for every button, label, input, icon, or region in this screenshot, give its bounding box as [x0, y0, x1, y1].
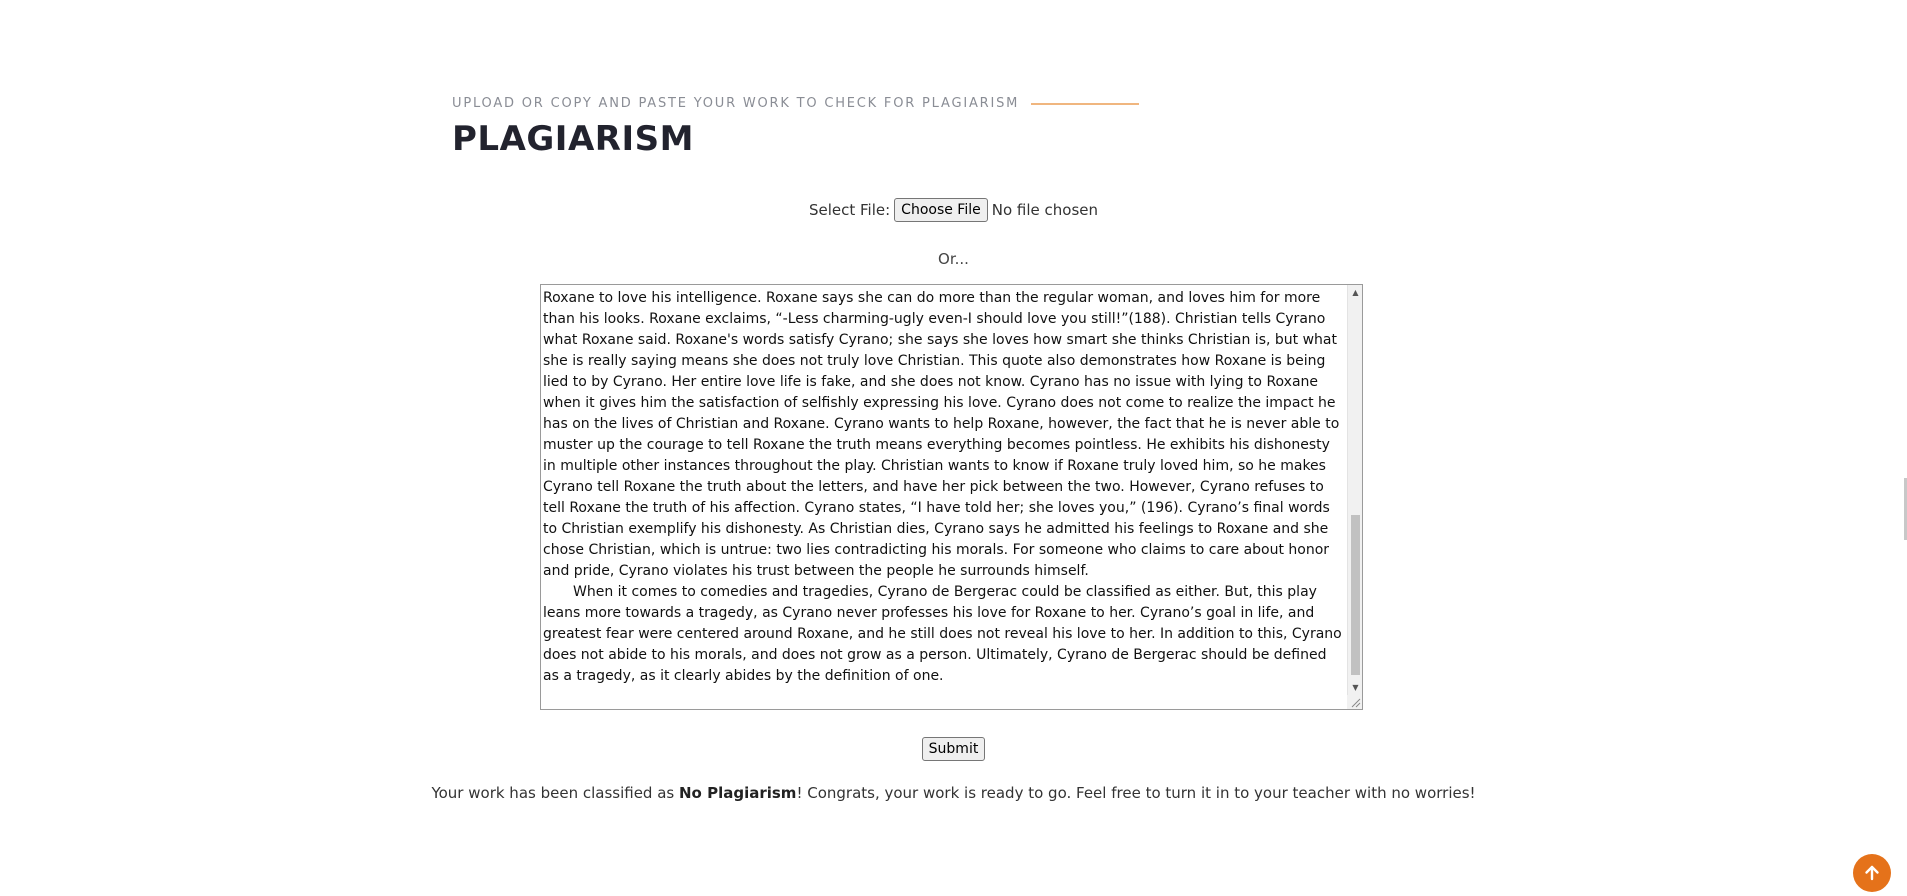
- page-title: PLAGIARISM: [452, 119, 694, 159]
- scroll-down-arrow-icon[interactable]: ▼: [1352, 683, 1359, 692]
- essay-content: [543, 288, 1345, 687]
- file-status: No file chosen: [991, 201, 1099, 219]
- resize-handle-icon[interactable]: [1347, 695, 1362, 709]
- file-select-row: [0, 198, 1907, 222]
- subtitle-divider: [1031, 103, 1139, 105]
- subtitle-row: [452, 96, 1139, 111]
- essay-paragraph: Roxane to love his intelligence. Roxane says she can do more than the regular woman, and loves him for more than his looks. Roxane exclaims, “-Less charming-ugly even-I should love you still!”(188). Christian tells Cyrano what Roxane said. Roxane's words satisfy Cyrano; she says she loves how smart she thinks Christian is, but what she is really saying means she does not truly love Christian. This quote also demonstrates how Roxane is being lied to by Cyrano. Her entire love life is fake, and she does not know. Cyrano has no issue with lying to Roxane when it gives him the satisfaction of selfishly expressing his love. Cyrano does not come to realize the impact he has on the lives of Christian and Roxane. Cyrano wants to help Roxane, however, the fact that he is never able to muster up the courage to tell Roxane the truth means everything becomes pointless. He exhibits his dishonesty in multiple other instances throughout the play. Christian wants to know if Roxane truly loved him, so he makes Cyrano tell Roxane the truth about the letters, and have her pick between the two. However, Cyrano refuses to tell Roxane the truth of his affection. Cyrano states, “I have told her; she loves you,” (196). Cyrano’s final words to Christian exemplify his dishonesty. As Christian dies, Cyrano says he admitted his feelings to Roxane and she chose Christian, which is untrue: two lies contradicting his morals. For someone who claims to care about honor and pride, Cyrano violates his trust between the people he surrounds himself.: [543, 290, 1340, 579]
- scroll-up-arrow-icon[interactable]: ▲: [1352, 288, 1359, 297]
- textarea-scrollbar[interactable]: [1347, 285, 1362, 709]
- page-subtitle: UPLOAD OR COPY AND PASTE YOUR WORK TO CHECK FOR PLAGIARISM: [452, 96, 1020, 111]
- submit-button[interactable]: Submit: [922, 737, 986, 761]
- result-classification: No Plagiarism: [679, 784, 797, 802]
- page-header: [452, 96, 1139, 159]
- arrow-up-icon: [1863, 864, 1881, 882]
- scrollbar-thumb[interactable]: [1351, 515, 1360, 675]
- essay-paragraph: When it comes to comedies and tragedies, Cyrano de Bergerac could be classified as either. But, this play leans more towards a tragedy, as Cyrano never professes his love for Roxane to her. Cyrano’s goal in life, and greatest fear were centered around Roxane, and he still does not reveal his love to her. In addition to this, Cyrano does not abide to his morals, and does not grow as a person. Ultimately, Cyrano de Bergerac should be defined as a tragedy, as it clearly abides by the definition of one.: [543, 584, 1342, 684]
- result-prefix: Your work has been classified as: [431, 784, 679, 802]
- submit-row: [0, 737, 1907, 761]
- scroll-to-top-button[interactable]: [1853, 854, 1891, 892]
- file-select-label: Select File:: [808, 201, 891, 219]
- result-message: [0, 784, 1907, 802]
- choose-file-button[interactable]: Choose File: [894, 198, 988, 222]
- or-divider-text: Or...: [938, 250, 969, 268]
- result-suffix: ! Congrats, your work is ready to go. Feel free to turn it in to your teacher with no worries!: [796, 784, 1476, 802]
- essay-textarea[interactable]: [540, 284, 1363, 710]
